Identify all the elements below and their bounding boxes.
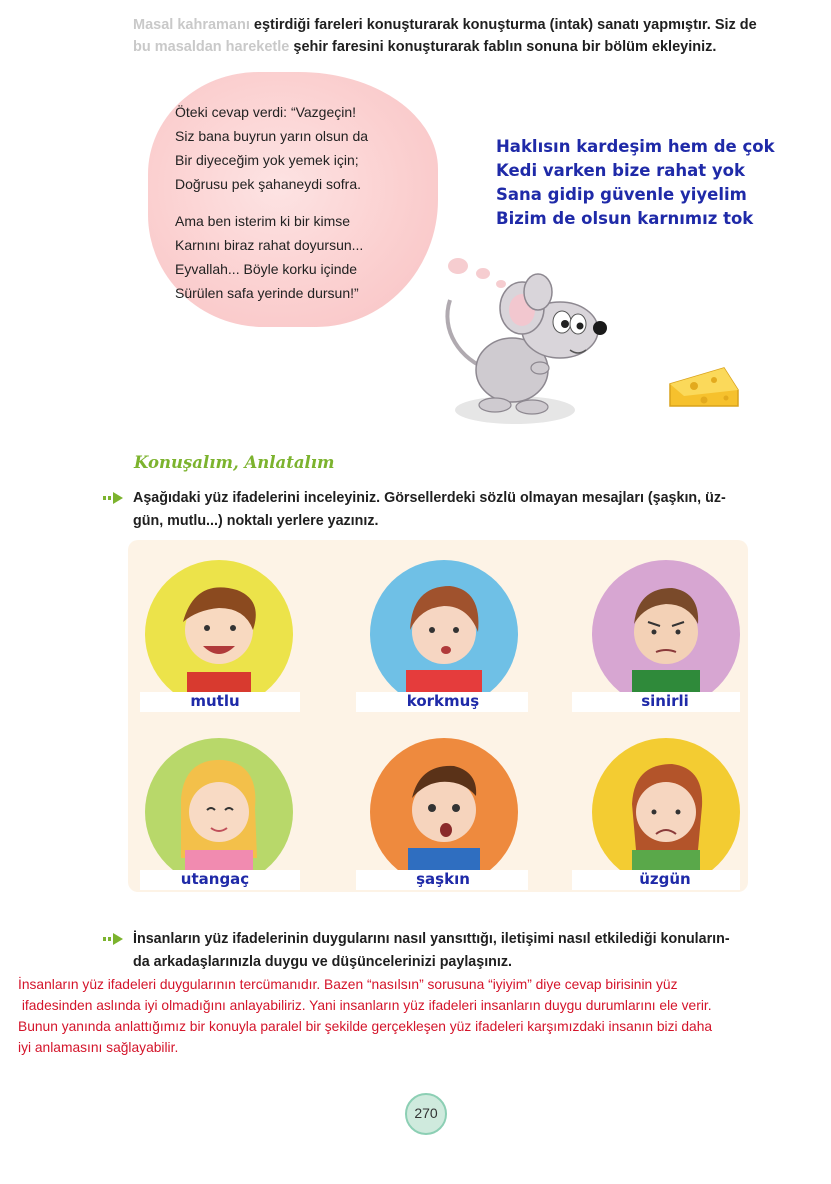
instruction-1 (133, 487, 773, 533)
answer-line: iyi anlamasını sağlayabilir. (18, 1040, 179, 1055)
instruction-1-line-2: gün, mutlu...) noktalı yerlere yazınız. (133, 513, 379, 529)
answer-text (18, 974, 818, 1058)
poem-line: Ama ben isterim ki bir kimse (175, 213, 351, 229)
face-label-shy: utangaç (180, 870, 250, 888)
poem-line: Sürülen safa yerinde dursun!” (175, 285, 359, 301)
face-sad (592, 738, 740, 886)
arrow-bullet-icon (103, 932, 125, 946)
mouse-reply (496, 135, 796, 231)
top-instruction-line-2: şehir faresini konuşturarak fablın sonuna bir bölüm ekleyiniz. (293, 39, 717, 55)
reply-line: Haklısın kardeşim hem de çok (496, 137, 775, 156)
poem (175, 100, 425, 318)
poem-line: Öteki cevap verdi: “Vazgeçin! (175, 104, 357, 120)
poem-line: Doğrusu pek şahaneydi sofra. (175, 176, 361, 192)
section-title: Konuşalım, Anlatalım (134, 453, 335, 472)
face-shy (145, 738, 293, 886)
face-surprised (370, 738, 518, 886)
answer-line: ifadesinden aslında iyi olmadığını anlayabiliriz. Yani insanların yüz ifadeleri insanların duygu durumlarını ele verir. (18, 998, 712, 1013)
top-instruction-line-1: eştirdiği fareleri konuşturarak konuşturma (intak) sanatı yapmıştır. Siz de (253, 17, 757, 33)
poem-stanza-1 (175, 100, 425, 196)
answer-line: Bunun yanında anlattığımız bir konuyla paralel bir şekilde gerçekleşen yüz ifadeleri karşımızdaki insanın bizi daha (18, 1019, 713, 1034)
arrow-bullet-icon (103, 491, 125, 505)
face-label-surprised: şaşkın (416, 870, 470, 888)
poem-line: Siz bana buyrun yarın olsun da (175, 128, 369, 144)
answer-line: İnsanların yüz ifadeleri duygularının tercümanıdır. Bazen “nasılsın” sorusuna “iyiyim” diye cevap birisinin yüz (18, 977, 678, 992)
faded-text: Masal kahramanı (133, 17, 254, 33)
reply-line: Kedi varken bize rahat yok (496, 161, 745, 180)
face-label-happy: mutlu (190, 692, 240, 710)
face-label-scared: korkmuş (406, 692, 480, 710)
reply-line: Bizim de olsun karnımız tok (496, 209, 754, 228)
face-angry (592, 560, 740, 708)
poem-line: Bir diyeceğim yok yemek için; (175, 152, 359, 168)
reply-line: Sana gidip güvenle yiyelim (496, 185, 747, 204)
instruction-2-line-1: İnsanların yüz ifadelerinin duygularını nasıl yansıttığı, iletişimi nasıl etkilediği konuların- (133, 931, 730, 947)
cheese-illustration (664, 362, 744, 414)
face-scared (370, 560, 518, 708)
page-number: 270 (405, 1093, 447, 1135)
poem-line: Eyvallah... Böyle korku içinde (175, 261, 358, 277)
top-instruction (133, 14, 773, 58)
face-label-sad: üzgün (639, 870, 691, 888)
poem-stanza-2 (175, 209, 425, 305)
instruction-2 (133, 928, 773, 974)
instruction-1-line-1: Aşağıdaki yüz ifadelerini inceleyiniz. Görsellerdeki sözlü olmayan mesajları (şaşkın, üz- (133, 490, 726, 506)
face-happy (145, 560, 293, 708)
instruction-2-line-2: da arkadaşlarınızla duygu ve düşüncelerinizi paylaşınız. (133, 954, 513, 970)
face-label-angry: sinirli (641, 692, 689, 710)
faded-text-2: bu masaldan hareketle (133, 39, 294, 55)
poem-line: Karnını biraz rahat doyursun... (175, 237, 364, 253)
mouse-illustration (420, 270, 620, 435)
